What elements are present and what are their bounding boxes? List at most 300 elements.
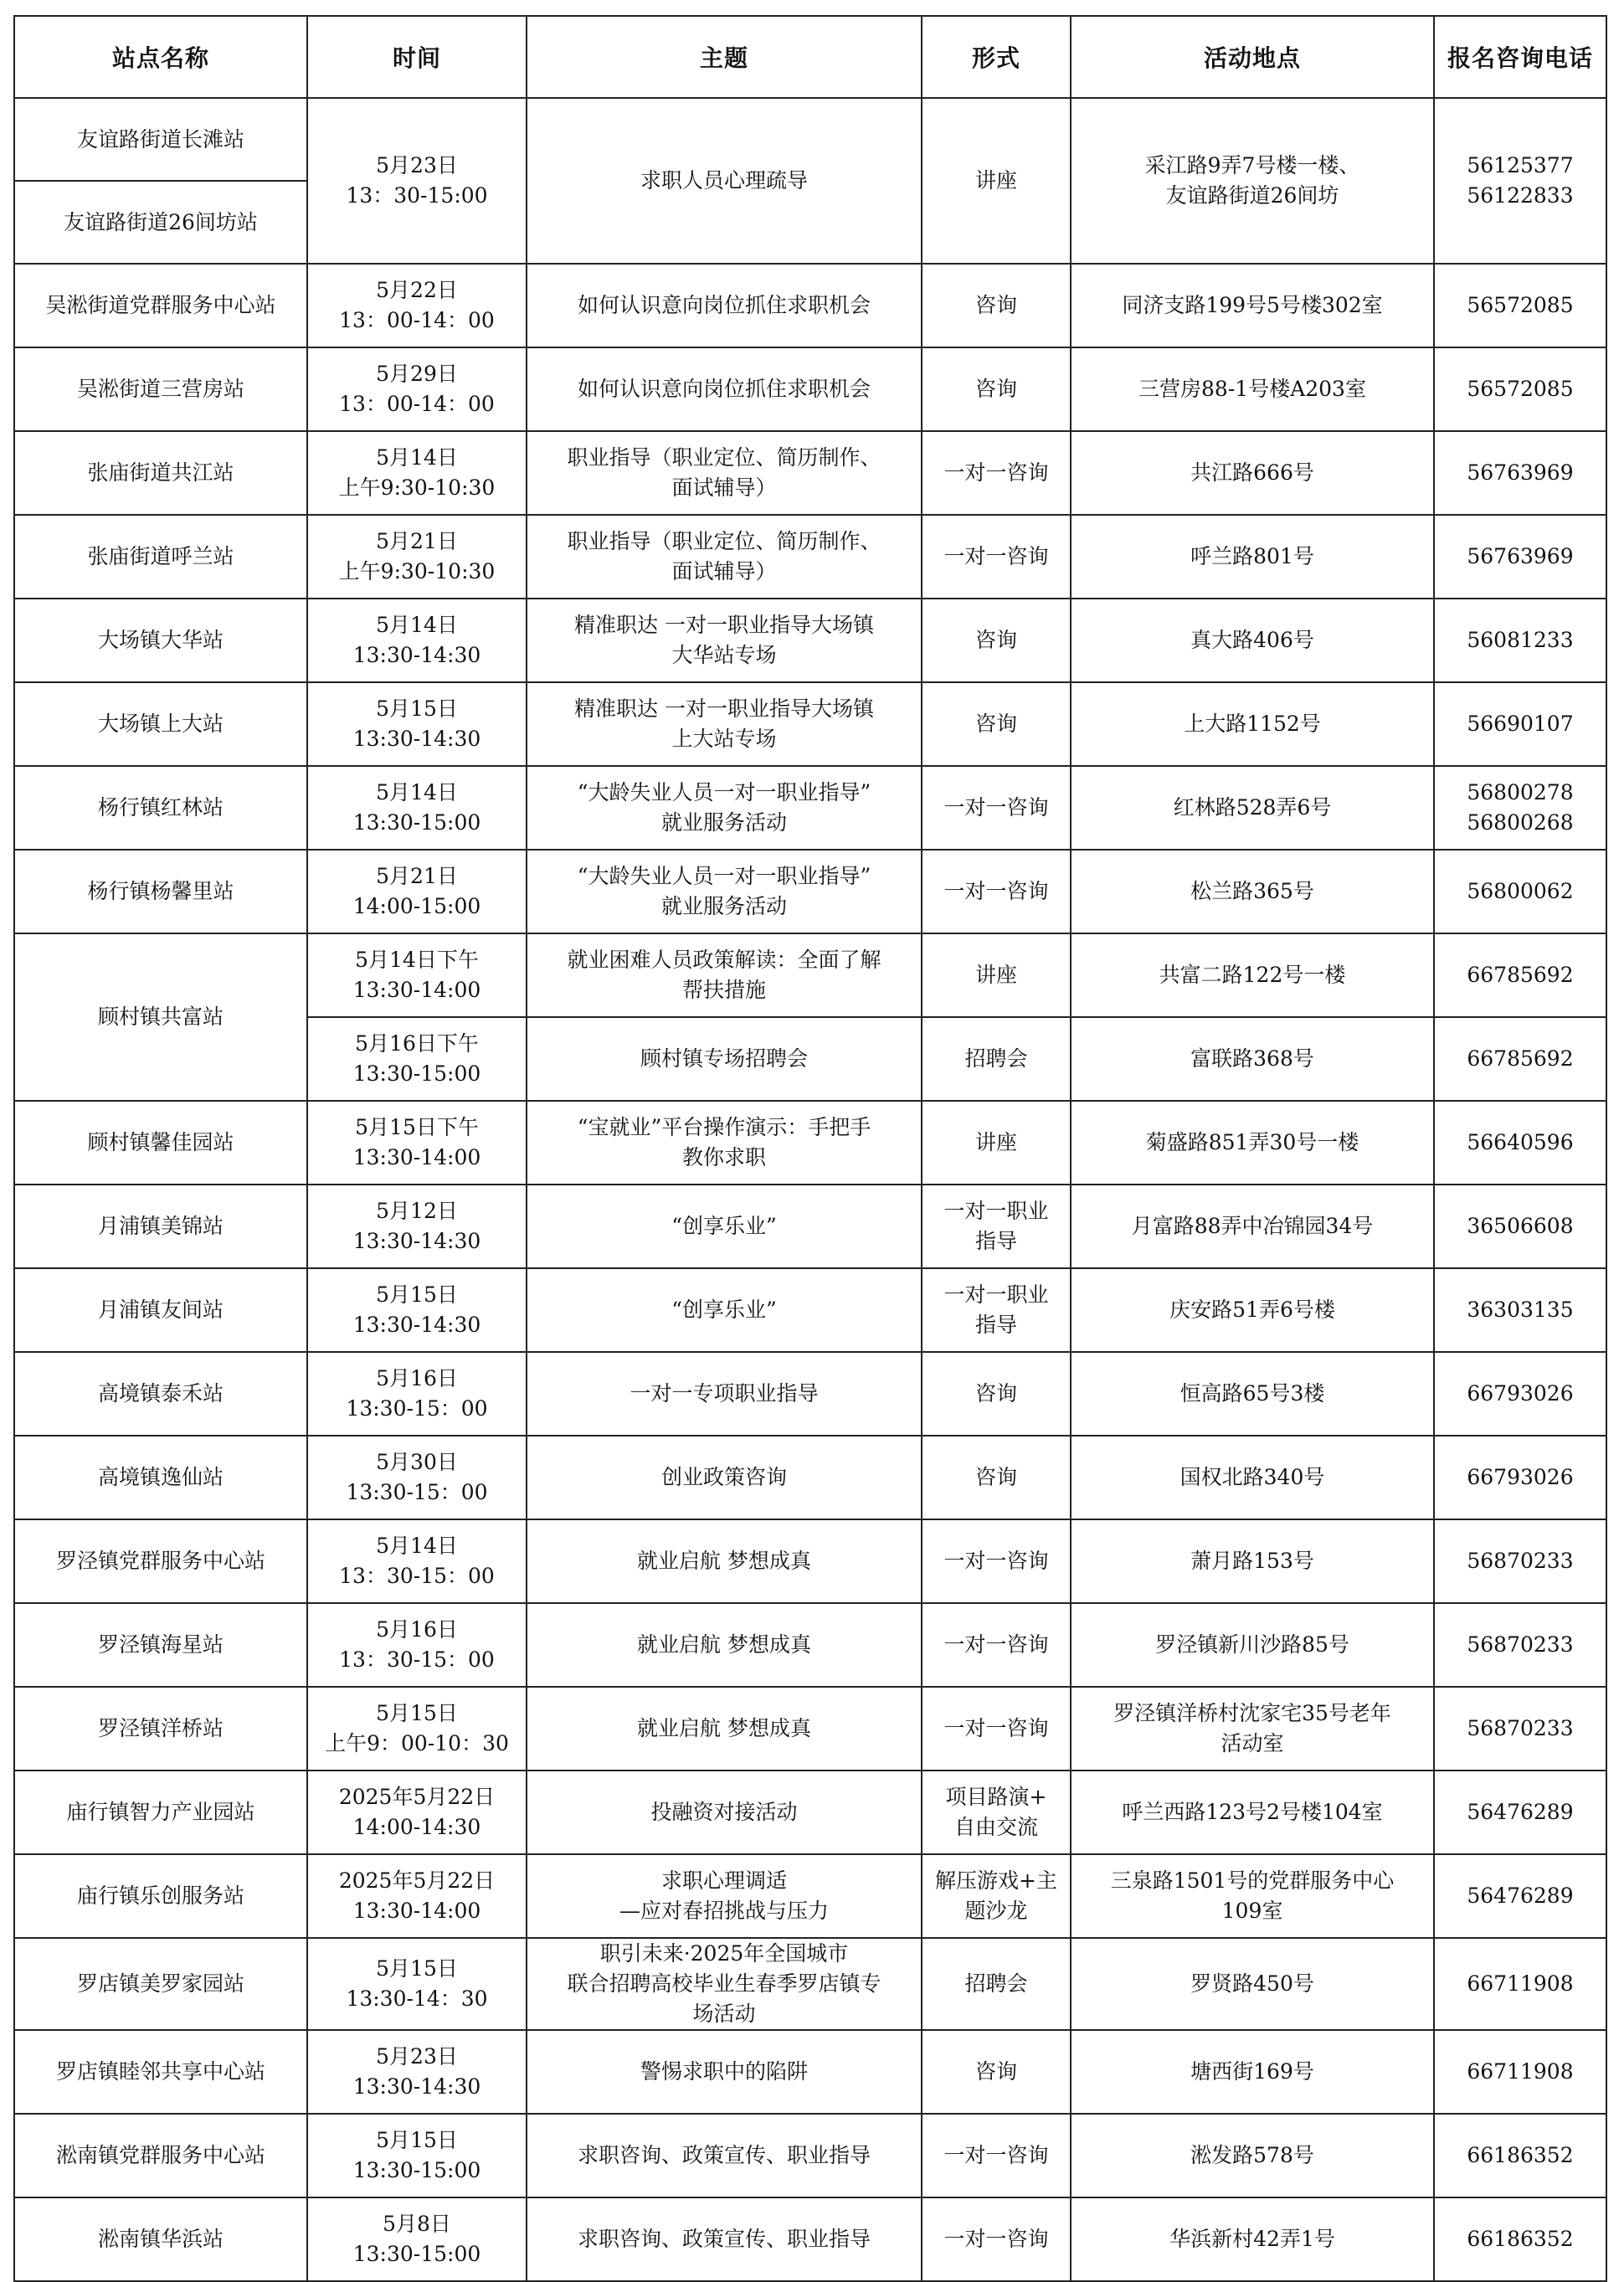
- form-cell: [922, 933, 1071, 1017]
- time-cell-line: 上午9：00-10：30: [325, 1731, 509, 1755]
- location-cell-line: 109室: [1221, 1899, 1283, 1923]
- table-row: [14, 1268, 1606, 1352]
- theme-cell-line: 精准职达 一对一职业指导大场镇: [574, 613, 874, 637]
- form-cell-line: 一对一咨询: [943, 2227, 1049, 2251]
- phone-cell: [1434, 1687, 1606, 1771]
- location-cell-line: 呼兰路801号: [1190, 544, 1314, 568]
- form-cell-line: 咨询: [974, 377, 1017, 401]
- form-cell-line: 一对一咨询: [943, 1549, 1049, 1573]
- activity-schedule-table: [13, 15, 1607, 2282]
- form-cell: [922, 1938, 1071, 2030]
- form-cell-line: 一对一咨询: [943, 1716, 1049, 1740]
- phone-cell-line: 56640596: [1467, 1130, 1574, 1154]
- theme-cell-line: “宝就业”平台操作演示：手把手: [577, 1115, 871, 1139]
- table-row: [14, 1101, 1606, 1185]
- table-row: [14, 1185, 1606, 1268]
- time-cell: [307, 264, 527, 347]
- time-cell-line: 5月21日: [376, 864, 458, 888]
- time-cell-line: 13:30-14:30: [352, 2074, 481, 2099]
- station-name-cell: 罗泾镇党群服务中心站: [14, 1519, 307, 1603]
- theme-cell-line: 创业政策咨询: [660, 1465, 787, 1489]
- time-cell-line: 13:30-14:30: [352, 1313, 481, 1337]
- station-name-cell: 大场镇大华站: [14, 599, 307, 682]
- station-name-cell: 淞南镇党群服务中心站: [14, 2114, 307, 2197]
- phone-cell-line: 56476289: [1467, 1800, 1574, 1824]
- location-cell-line: 庆安路51弄6号楼: [1169, 1298, 1335, 1322]
- time-cell-line: 上午9:30-10:30: [338, 475, 496, 500]
- form-cell: [922, 515, 1071, 599]
- time-cell-line: 13:30-14:00: [352, 978, 481, 1002]
- form-cell: [922, 1017, 1071, 1101]
- form-cell: [922, 2030, 1071, 2114]
- theme-cell-line: “创享乐业”: [671, 1214, 777, 1238]
- time-cell: [307, 2197, 527, 2281]
- theme-cell: [527, 599, 922, 682]
- location-cell: [1071, 1603, 1434, 1687]
- phone-cell: [1434, 431, 1606, 515]
- form-cell-line: 一对一咨询: [943, 544, 1049, 568]
- time-cell: [307, 1352, 527, 1436]
- table-row: [14, 933, 1606, 1017]
- station-name-cell: 张庙街道呼兰站: [14, 515, 307, 599]
- theme-cell: [527, 2197, 922, 2281]
- time-cell-line: 5月14日下午: [355, 948, 479, 972]
- theme-cell-line: 就业服务活动: [660, 894, 787, 918]
- time-cell-line: 13：30-15:00: [346, 183, 488, 208]
- table-row: [14, 431, 1606, 515]
- time-cell-line: 13：00-14：00: [339, 392, 495, 416]
- location-cell-line: 淞发路578号: [1190, 2143, 1314, 2167]
- table-row: [14, 1938, 1606, 2030]
- location-cell-line: 塘西街169号: [1190, 2059, 1314, 2084]
- phone-cell: [1434, 347, 1606, 431]
- theme-cell: [527, 431, 922, 515]
- time-cell-line: 5月30日: [376, 1450, 458, 1474]
- time-cell: [307, 1436, 527, 1519]
- activity-schedule-sheet: [13, 15, 1606, 2272]
- phone-cell-line: 36303135: [1467, 1298, 1574, 1322]
- location-cell: [1071, 431, 1434, 515]
- station-name-cell: 张庙街道共江站: [14, 431, 307, 515]
- table-row: [14, 1603, 1606, 1687]
- location-cell-line: 恒高路65号3楼: [1179, 1381, 1325, 1406]
- time-cell-line: 13:30-14:00: [352, 1145, 481, 1169]
- time-cell-line: 13:30-14:30: [352, 727, 481, 751]
- theme-cell: [527, 850, 922, 933]
- phone-cell: [1434, 1268, 1606, 1352]
- station-name-cell: 罗泾镇洋桥站: [14, 1687, 307, 1771]
- theme-cell-line: 警惕求职中的陷阱: [640, 2059, 808, 2084]
- phone-cell: [1434, 850, 1606, 933]
- location-cell-line: 月富路88弄中冶锦园34号: [1131, 1214, 1374, 1238]
- theme-cell-line: 求职人员心理疏导: [640, 168, 808, 193]
- location-cell-line: 呼兰西路123号2号楼104室: [1122, 1800, 1383, 1824]
- form-cell-line: 讲座: [974, 168, 1017, 193]
- time-cell-line: 5月14日: [376, 613, 458, 637]
- table-row: [14, 264, 1606, 347]
- form-cell-line: 招聘会: [964, 1046, 1028, 1071]
- time-cell: [307, 1603, 527, 1687]
- theme-cell-line: 联合招聘高校毕业生春季罗店镇专: [567, 1971, 881, 1996]
- theme-cell: [527, 1687, 922, 1771]
- form-cell: [922, 682, 1071, 766]
- location-cell-line: 罗泾镇新川沙路85号: [1155, 1632, 1349, 1657]
- location-cell: [1071, 599, 1434, 682]
- location-cell: [1071, 1017, 1434, 1101]
- station-name-cell: 友谊路街道26间坊站: [14, 181, 307, 264]
- phone-cell-line: 56800062: [1467, 879, 1574, 903]
- theme-cell-line: 投融资对接活动: [650, 1800, 798, 1824]
- phone-cell-line: 66793026: [1467, 1465, 1574, 1489]
- form-cell: [922, 1854, 1071, 1938]
- location-cell: [1071, 98, 1434, 264]
- theme-cell: [527, 515, 922, 599]
- form-cell: [922, 1771, 1071, 1854]
- location-cell: [1071, 1771, 1434, 1854]
- time-cell-line: 13:30-15:00: [352, 1061, 481, 1086]
- form-cell: [922, 766, 1071, 850]
- form-cell-line: 讲座: [974, 963, 1017, 987]
- time-cell: [307, 2114, 527, 2197]
- time-cell-line: 13：30-15：00: [339, 1564, 495, 1588]
- form-cell: [922, 1603, 1071, 1687]
- phone-cell: [1434, 1017, 1606, 1101]
- time-cell: [307, 98, 527, 264]
- time-cell: [307, 347, 527, 431]
- phone-cell: [1434, 933, 1606, 1017]
- phone-cell-line: 56870233: [1467, 1549, 1574, 1573]
- table-row: [14, 1771, 1606, 1854]
- theme-cell-line: 精准职达 一对一职业指导大场镇: [574, 696, 874, 721]
- time-cell-line: 5月15日: [376, 1701, 458, 1725]
- phone-cell: [1434, 98, 1606, 264]
- time-cell: [307, 1185, 527, 1268]
- location-cell-line: 共富二路122号一楼: [1159, 963, 1346, 987]
- phone-cell: [1434, 2114, 1606, 2197]
- theme-cell-line: 职业指导（职业定位、简历制作、: [567, 529, 881, 553]
- form-cell-line: 咨询: [974, 628, 1017, 652]
- phone-cell: [1434, 1352, 1606, 1436]
- theme-cell-line: 面试辅导）: [671, 559, 777, 583]
- location-cell: [1071, 1687, 1434, 1771]
- location-cell-line: 红林路528弄6号: [1173, 795, 1332, 820]
- phone-cell: [1434, 1603, 1606, 1687]
- form-cell-line: 解压游戏+主: [935, 1868, 1057, 1893]
- location-cell-line: 同济支路199号5号楼302室: [1122, 293, 1383, 317]
- time-cell: [307, 1771, 527, 1854]
- station-name-cell: 淞南镇华浜站: [14, 2197, 307, 2281]
- phone-cell-line: 56763969: [1467, 544, 1574, 568]
- location-cell: [1071, 1101, 1434, 1185]
- form-cell: [922, 264, 1071, 347]
- phone-cell-line: 56572085: [1467, 293, 1574, 317]
- table-row: [14, 599, 1606, 682]
- time-cell: [307, 599, 527, 682]
- theme-cell-line: 场活动: [692, 2002, 756, 2026]
- location-cell: [1071, 515, 1434, 599]
- form-cell-line: 一对一职业: [943, 1199, 1049, 1223]
- location-cell-line: 真大路406号: [1190, 628, 1314, 652]
- theme-cell-line: 帮扶措施: [681, 978, 766, 1002]
- theme-cell-line: 面试辅导）: [671, 475, 777, 500]
- theme-cell-line: 就业启航 梦想成真: [637, 1549, 811, 1573]
- phone-cell-line: 56122833: [1467, 183, 1574, 208]
- theme-cell-line: 如何认识意向岗位抓住求职机会: [577, 293, 871, 317]
- phone-cell: [1434, 1519, 1606, 1603]
- form-cell-line: 咨询: [974, 2059, 1017, 2084]
- theme-cell: [527, 1519, 922, 1603]
- form-cell: [922, 850, 1071, 933]
- station-name-cell: 罗店镇睦邻共享中心站: [14, 2030, 307, 2114]
- time-cell-line: 5月22日: [376, 278, 458, 302]
- form-cell-line: 咨询: [974, 712, 1017, 736]
- time-cell-line: 5月21日: [376, 529, 458, 553]
- location-cell-line: 共江路666号: [1190, 460, 1314, 485]
- header-time: 时间: [307, 16, 527, 98]
- station-name-cell: 庙行镇乐创服务站: [14, 1854, 307, 1938]
- theme-cell: [527, 2114, 922, 2197]
- station-name-cell: 高境镇逸仙站: [14, 1436, 307, 1519]
- location-cell-line: 华浜新村42弄1号: [1169, 2227, 1335, 2251]
- time-cell-line: 13:30-15:00: [352, 2242, 481, 2266]
- time-cell-line: 5月23日: [376, 2044, 458, 2069]
- location-cell: [1071, 933, 1434, 1017]
- phone-cell: [1434, 264, 1606, 347]
- station-name-cell: 吴淞街道三营房站: [14, 347, 307, 431]
- phone-cell-line: 56125377: [1467, 153, 1574, 177]
- theme-cell: [527, 1436, 922, 1519]
- theme-cell: [527, 1352, 922, 1436]
- phone-cell-line: 56690107: [1467, 712, 1574, 736]
- phone-cell: [1434, 1771, 1606, 1854]
- station-name-cell: 罗泾镇海星站: [14, 1603, 307, 1687]
- form-cell: [922, 2114, 1071, 2197]
- location-cell: [1071, 1519, 1434, 1603]
- phone-cell: [1434, 682, 1606, 766]
- location-cell-line: 萧月路153号: [1190, 1549, 1314, 1573]
- theme-cell-line: 职引未来·2025年全国城市: [599, 1941, 849, 1966]
- station-name-cell: 高境镇泰禾站: [14, 1352, 307, 1436]
- form-cell-line: 一对一咨询: [943, 795, 1049, 820]
- time-cell-line: 5月16日: [376, 1366, 458, 1390]
- theme-cell: [527, 682, 922, 766]
- time-cell: [307, 1519, 527, 1603]
- theme-cell: [527, 1603, 922, 1687]
- theme-cell: [527, 264, 922, 347]
- phone-cell-line: 56800268: [1467, 810, 1574, 835]
- phone-cell: [1434, 1938, 1606, 2030]
- location-cell: [1071, 2197, 1434, 2281]
- theme-cell-line: 就业困难人员政策解读：全面了解: [567, 948, 881, 972]
- time-cell-line: 5月15日: [376, 1282, 458, 1307]
- theme-cell: [527, 2030, 922, 2114]
- form-cell: [922, 1519, 1071, 1603]
- theme-cell: [527, 1017, 922, 1101]
- theme-cell-line: 如何认识意向岗位抓住求职机会: [577, 377, 871, 401]
- location-cell: [1071, 850, 1434, 933]
- station-name-cell: 吴淞街道党群服务中心站: [14, 264, 307, 347]
- header-phone: 报名咨询电话: [1434, 16, 1606, 98]
- phone-cell-line: 56870233: [1467, 1716, 1574, 1740]
- phone-cell: [1434, 515, 1606, 599]
- form-cell: [922, 1268, 1071, 1352]
- theme-cell-line: 就业启航 梦想成真: [637, 1716, 811, 1740]
- table-row: [14, 2114, 1606, 2197]
- form-cell-line: 指导: [974, 1229, 1017, 1253]
- form-cell-line: 项目路演+: [945, 1785, 1047, 1809]
- time-cell: [307, 1938, 527, 2030]
- theme-cell-line: “大龄失业人员一对一职业指导”: [577, 780, 871, 804]
- form-cell: [922, 1101, 1071, 1185]
- time-cell: [307, 2030, 527, 2114]
- theme-cell: [527, 1771, 922, 1854]
- phone-cell-line: 66793026: [1467, 1381, 1574, 1406]
- theme-cell: [527, 1101, 922, 1185]
- time-cell-line: 5月29日: [376, 362, 458, 386]
- table-row: [14, 2030, 1606, 2114]
- time-cell: [307, 1101, 527, 1185]
- theme-cell-line: 职业指导（职业定位、简历制作、: [567, 445, 881, 470]
- phone-cell: [1434, 2197, 1606, 2281]
- location-cell: [1071, 2030, 1434, 2114]
- time-cell-line: 13:30-14：30: [346, 1986, 488, 2011]
- station-name-cell: 杨行镇红林站: [14, 766, 307, 850]
- theme-cell: [527, 1854, 922, 1938]
- form-cell: [922, 1185, 1071, 1268]
- location-cell: [1071, 2114, 1434, 2197]
- time-cell-line: 5月8日: [383, 2212, 451, 2236]
- header-form: 形式: [922, 16, 1071, 98]
- table-row: [14, 515, 1606, 599]
- form-cell-line: 一对一咨询: [943, 2143, 1049, 2167]
- time-cell: [307, 682, 527, 766]
- phone-cell: [1434, 766, 1606, 850]
- phone-cell: [1434, 2030, 1606, 2114]
- time-cell-line: 13:30-15:00: [352, 810, 481, 835]
- phone-cell-line: 66711908: [1467, 1971, 1574, 1996]
- location-cell-line: 国权北路340号: [1179, 1465, 1325, 1489]
- time-cell-line: 5月15日: [376, 1956, 458, 1981]
- time-cell-line: 14:00-15:00: [352, 894, 481, 918]
- time-cell-line: 13:30-15:00: [352, 2158, 481, 2182]
- station-name-cell: 月浦镇友间站: [14, 1268, 307, 1352]
- theme-cell: [527, 1185, 922, 1268]
- table-row: [14, 347, 1606, 431]
- location-cell: [1071, 347, 1434, 431]
- location-cell-line: 上大路1152号: [1184, 712, 1321, 736]
- time-cell: [307, 1268, 527, 1352]
- form-cell: [922, 1352, 1071, 1436]
- location-cell-line: 友谊路街道26间坊: [1165, 183, 1339, 208]
- location-cell: [1071, 1938, 1434, 2030]
- form-cell-line: 题沙龙: [964, 1899, 1028, 1923]
- form-cell: [922, 599, 1071, 682]
- theme-cell: [527, 1268, 922, 1352]
- form-cell: [922, 431, 1071, 515]
- phone-cell-line: 56081233: [1467, 628, 1574, 652]
- phone-cell-line: 56476289: [1467, 1884, 1574, 1908]
- location-cell: [1071, 1185, 1434, 1268]
- form-cell: [922, 1436, 1071, 1519]
- form-cell-line: 一对一咨询: [943, 1632, 1049, 1657]
- phone-cell: [1434, 1185, 1606, 1268]
- theme-cell: [527, 933, 922, 1017]
- form-cell-line: 自由交流: [953, 1815, 1038, 1839]
- station-name-cell: 月浦镇美锦站: [14, 1185, 307, 1268]
- table-row: [14, 1687, 1606, 1771]
- phone-cell: [1434, 1436, 1606, 1519]
- table-row: [14, 766, 1606, 850]
- phone-cell-line: 56870233: [1467, 1632, 1574, 1657]
- header-station: 站点名称: [14, 16, 307, 98]
- location-cell-line: 菊盛路851弄30号一楼: [1145, 1130, 1359, 1154]
- location-cell-line: 富联路368号: [1190, 1046, 1314, 1071]
- table-row: [14, 2197, 1606, 2281]
- form-cell-line: 一对一职业: [943, 1282, 1049, 1307]
- theme-cell-line: 就业服务活动: [660, 810, 787, 835]
- station-name-cell: 大场镇上大站: [14, 682, 307, 766]
- time-cell: [307, 515, 527, 599]
- phone-cell-line: 66785692: [1467, 1046, 1574, 1071]
- time-cell-line: 5月14日: [376, 445, 458, 470]
- header-location: 活动地点: [1071, 16, 1434, 98]
- phone-cell-line: 66186352: [1467, 2143, 1574, 2167]
- theme-cell-line: “创享乐业”: [671, 1298, 777, 1322]
- time-cell-line: 13:30-14:00: [352, 1899, 481, 1923]
- theme-cell-line: “大龄失业人员一对一职业指导”: [577, 864, 871, 888]
- location-cell-line: 活动室: [1221, 1731, 1284, 1755]
- time-cell-line: 5月14日: [376, 1534, 458, 1558]
- time-cell: [307, 431, 527, 515]
- form-cell-line: 一对一咨询: [943, 460, 1049, 485]
- location-cell: [1071, 1268, 1434, 1352]
- form-cell: [922, 1687, 1071, 1771]
- header-theme: 主题: [527, 16, 922, 98]
- time-cell: [307, 1017, 527, 1101]
- station-name-cell: 顾村镇共富站: [14, 933, 307, 1101]
- time-cell-line: 5月16日: [376, 1617, 458, 1642]
- time-cell: [307, 1687, 527, 1771]
- time-cell-line: 13:30-14:30: [352, 643, 481, 667]
- theme-cell-line: —应对春招挑战与压力: [619, 1899, 829, 1923]
- form-cell: [922, 2197, 1071, 2281]
- theme-cell-line: 一对一专项职业指导: [630, 1381, 819, 1406]
- phone-cell-line: 66711908: [1467, 2059, 1574, 2084]
- time-cell-line: 5月15日: [376, 2128, 458, 2152]
- theme-cell-line: 求职心理调适: [660, 1868, 787, 1893]
- location-cell: [1071, 1436, 1434, 1519]
- location-cell-line: 三营房88-1号楼A203室: [1138, 377, 1366, 401]
- phone-cell-line: 66785692: [1467, 963, 1574, 987]
- table-header-row: [14, 16, 1606, 98]
- time-cell-line: 2025年5月22日: [338, 1868, 496, 1893]
- theme-cell-line: 顾村镇专场招聘会: [640, 1046, 808, 1071]
- phone-cell: [1434, 1854, 1606, 1938]
- phone-cell-line: 56572085: [1467, 377, 1574, 401]
- location-cell-line: 松兰路365号: [1190, 879, 1314, 903]
- time-cell-line: 上午9:30-10:30: [338, 559, 496, 583]
- time-cell: [307, 850, 527, 933]
- time-cell-line: 5月12日: [376, 1199, 458, 1223]
- location-cell: [1071, 1352, 1434, 1436]
- location-cell: [1071, 766, 1434, 850]
- theme-cell: [527, 98, 922, 264]
- station-name-cell: 庙行镇智力产业园站: [14, 1771, 307, 1854]
- time-cell-line: 13:30-14:30: [352, 1229, 481, 1253]
- time-cell: [307, 1854, 527, 1938]
- theme-cell-line: 教你求职: [681, 1145, 766, 1169]
- table-row: [14, 98, 1606, 181]
